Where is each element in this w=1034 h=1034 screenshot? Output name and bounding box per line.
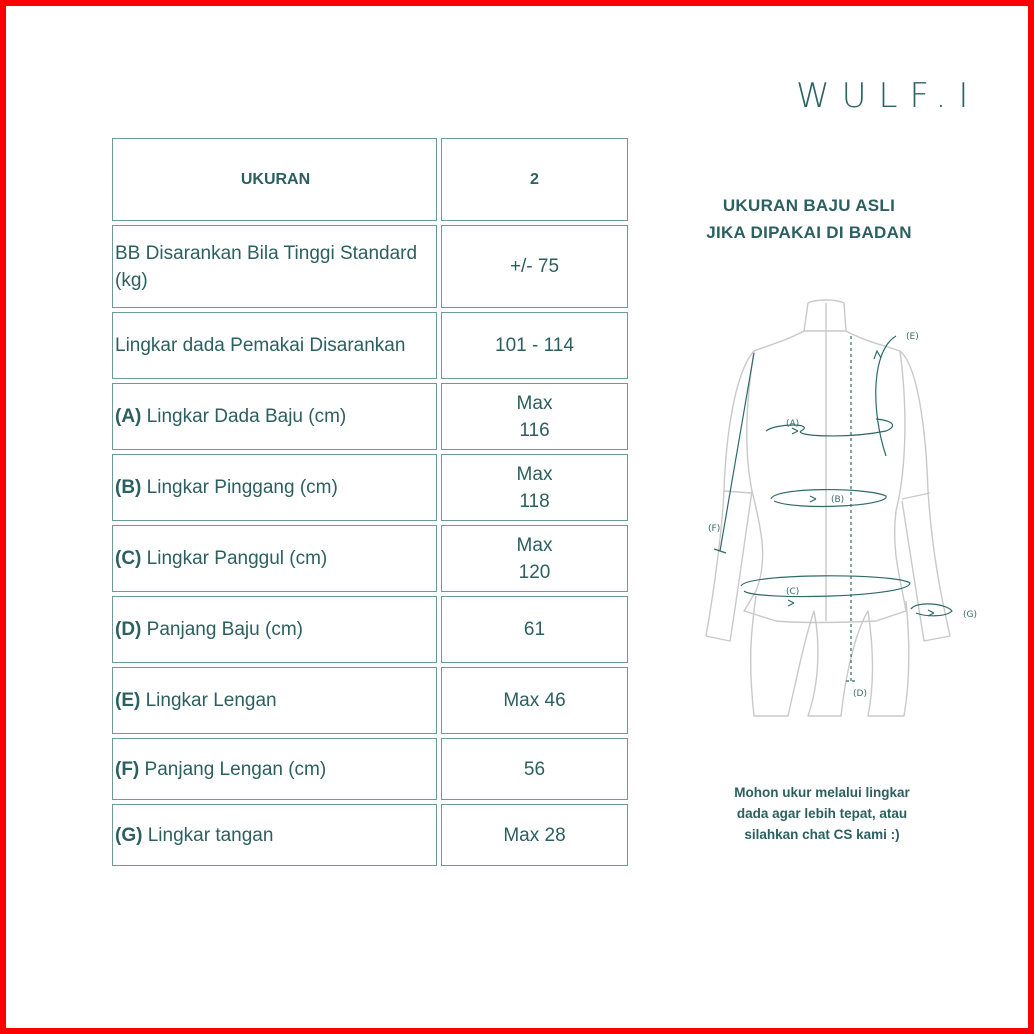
row-code: (A): [115, 406, 142, 427]
row-value-line1: Max: [516, 534, 553, 556]
row-code: (E): [115, 690, 141, 711]
table-row: [112, 667, 628, 734]
row-label: Lingkar Dada Baju (cm): [146, 406, 347, 427]
row-code: (D): [115, 619, 142, 640]
row-label: Lingkar dada Pemakai Disarankan: [115, 335, 406, 356]
measurement-note: [696, 782, 948, 845]
right-sleeve-outline: [900, 351, 950, 641]
row-label: Lingkar Panggul (cm): [146, 548, 328, 569]
row-code: (G): [115, 824, 143, 846]
row-value: 101 - 114: [495, 335, 574, 356]
row-value: +/- 75: [509, 256, 560, 277]
row-value-line1: Max: [516, 463, 553, 485]
marker-b-arrow: [810, 496, 816, 502]
marker-a-label: (A): [786, 419, 800, 429]
row-code: (C): [115, 548, 142, 569]
table-row: [112, 804, 628, 866]
row-value-line2: 118: [519, 490, 550, 512]
table-row: [112, 225, 628, 308]
note-line2: dada agar lebih tepat, atau: [736, 806, 908, 821]
figure-title: [666, 192, 952, 246]
row-code: (F): [115, 758, 140, 780]
table-header-row: [112, 138, 628, 221]
table-row: [112, 383, 628, 450]
marker-a-line: [766, 419, 893, 436]
row-label: Lingkar Pinggang (cm): [146, 477, 338, 498]
row-value: 56: [523, 758, 546, 780]
header-size-label: UKURAN: [112, 138, 437, 221]
left-elbow-line: [724, 491, 752, 493]
body-measurement-figure: [696, 291, 996, 721]
marker-d-line: [846, 336, 856, 681]
marker-b-line: [771, 490, 886, 507]
row-value-line2: 120: [518, 561, 551, 583]
row-label: BB Disarankan Bila Tinggi Standard (kg): [115, 242, 418, 291]
marker-g-arrow: [928, 610, 934, 616]
row-value: Max 28: [503, 824, 566, 846]
table-row: [112, 312, 628, 379]
row-label: Panjang Lengan (cm): [144, 758, 327, 780]
marker-e-label: (E): [906, 332, 919, 342]
marker-c-label: (C): [786, 587, 800, 597]
row-label: Lingkar tangan: [147, 824, 274, 846]
row-value-line1: Max: [516, 392, 553, 414]
marker-c-arrow: [788, 600, 794, 606]
note-line3: silahkan chat CS kami :): [744, 827, 900, 842]
size-table: [108, 134, 632, 870]
marker-g-label: (G): [963, 610, 977, 620]
table-row: [112, 454, 628, 521]
table-row: [112, 738, 628, 800]
row-value: 61: [523, 619, 546, 640]
table-row: [112, 525, 628, 592]
marker-b-label: (B): [831, 495, 845, 505]
legs-outline: [751, 596, 909, 716]
marker-d-label: (D): [853, 689, 867, 699]
marker-f-label: (F): [708, 524, 721, 534]
figure-title-line1: UKURAN BAJU ASLI: [722, 196, 896, 215]
collar-outline: [804, 300, 846, 331]
row-code: (B): [115, 477, 142, 498]
header-size-value: 2: [441, 138, 628, 221]
row-value-line2: 116: [519, 419, 550, 441]
row-label: Lingkar Lengan: [145, 690, 277, 711]
brand-logo: WULF.I: [796, 76, 981, 116]
note-line1: Mohon ukur melalui lingkar: [734, 785, 910, 800]
row-label: Panjang Baju (cm): [146, 619, 303, 640]
right-elbow-line: [902, 493, 930, 499]
figure-title-line2: JIKA DIPAKAI DI BADAN: [706, 223, 912, 242]
row-value: Max 46: [503, 690, 566, 711]
table-row: [112, 596, 628, 663]
